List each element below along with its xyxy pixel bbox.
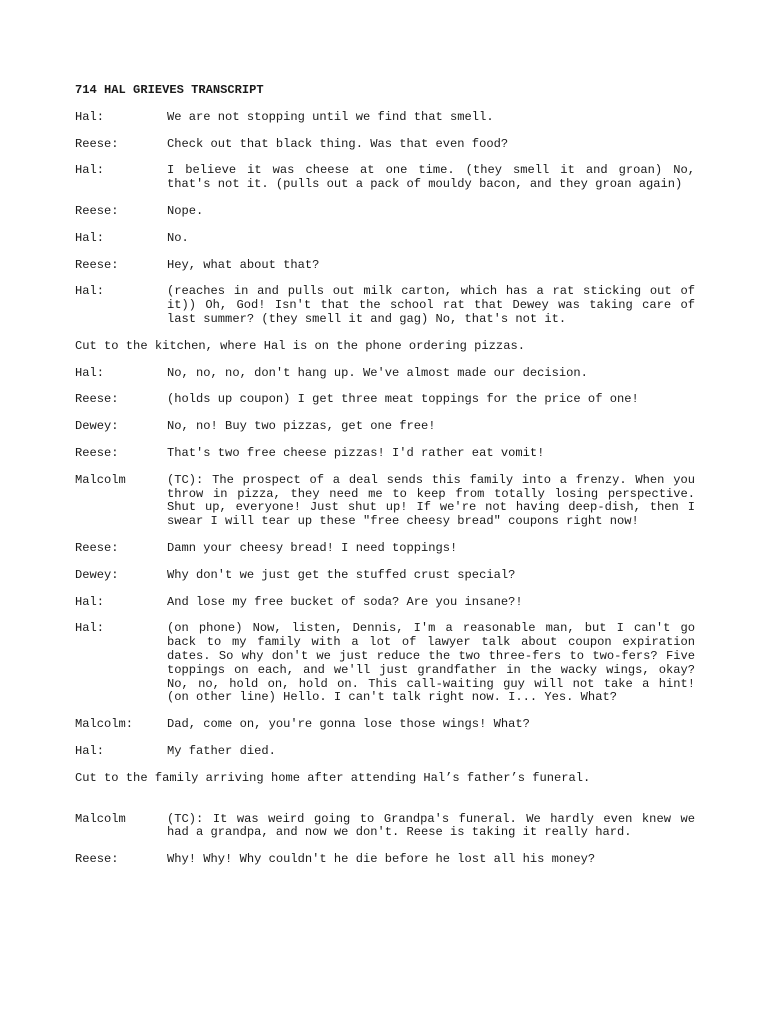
dialogue-entry <box>75 205 695 219</box>
speaker-name: Hal: <box>75 594 105 609</box>
dialogue-text: Dad, come on, you're gonna lose those wings! What? <box>167 717 530 732</box>
speaker-name: Malcolm <box>75 472 126 487</box>
dialogue-text: Hey, what about that? <box>167 257 320 272</box>
speaker-name: Reese: <box>75 203 119 218</box>
dialogue-entry <box>75 542 695 556</box>
dialogue-entry <box>75 285 695 326</box>
dialogue-entry <box>75 367 695 381</box>
dialogue-entry <box>75 164 695 192</box>
dialogue-text: I believe it was cheese at one time. (they smell it and groan) No, that's not it. (pulls out a pack of mouldy bacon, and they groan again) <box>167 163 695 192</box>
dialogue-entry <box>75 474 695 529</box>
dialogue-text: That's two free cheese pizzas! I'd rather eat vomit! <box>167 445 545 460</box>
dialogue-entry <box>75 718 695 732</box>
speaker-name: Reese: <box>75 445 119 460</box>
dialogue-entry <box>75 596 695 610</box>
dialogue-entry <box>75 745 695 759</box>
dialogue-entry <box>75 393 695 407</box>
dialogue-text: My father died. <box>167 743 276 758</box>
speaker-name: Hal: <box>75 109 105 124</box>
speaker-name: Reese: <box>75 257 119 272</box>
dialogue-list <box>75 111 695 867</box>
speaker-name: Reese: <box>75 852 119 867</box>
dialogue-entry <box>75 138 695 152</box>
dialogue-text: Damn your cheesy bread! I need toppings! <box>167 540 458 555</box>
speaker-name: Dewey: <box>75 567 119 582</box>
speaker-name: Reese: <box>75 540 119 555</box>
dialogue-text: No. <box>167 230 189 245</box>
dialogue-text: Why! Why! Why couldn't he die before he lost all his money? <box>167 852 596 867</box>
dialogue-entry <box>75 853 695 867</box>
speaker-name: Hal: <box>75 365 105 380</box>
dialogue-entry <box>75 232 695 246</box>
dialogue-text: No, no, no, don't hang up. We've almost made our decision. <box>167 365 588 380</box>
dialogue-entry <box>75 569 695 583</box>
transcript-page <box>75 84 695 880</box>
dialogue-entry <box>75 111 695 125</box>
speaker-name: Hal: <box>75 163 105 178</box>
speaker-name: Hal: <box>75 743 105 758</box>
dialogue-text: And lose my free bucket of soda? Are you insane?! <box>167 594 523 609</box>
speaker-name: Reese: <box>75 136 119 151</box>
stage-direction: Cut to the family arriving home after attending Hal’s father’s funeral. <box>75 770 591 785</box>
dialogue-text: No, no! Buy two pizzas, get one free! <box>167 419 436 434</box>
speaker-name: Dewey: <box>75 419 119 434</box>
dialogue-text: (holds up coupon) I get three meat toppings for the price of one! <box>167 392 639 407</box>
dialogue-text: (on phone) Now, listen, Dennis, I'm a reasonable man, but I can't go back to my family with a lot of lawyer talk about coupon expiration dates. So why don't we just reduce the two three-fers to two-fers? Five toppings on each, and we'll just grandfather in the wacky wings, okay? No, no, hold on, hold on. This call-waiting guy will not take a hint! (on other line) Hello. I can't talk right now. I... Yes. What? <box>167 621 695 705</box>
dialogue-text: (reaches in and pulls out milk carton, which has a rat sticking out of it)) Oh, God! Isn't that the school rat that Dewey was taking care of last summer? (they smell it and gag) No, that's not it. <box>167 284 695 326</box>
transcript-title: 714 HAL GRIEVES TRANSCRIPT <box>75 83 264 97</box>
spacer <box>75 799 695 813</box>
dialogue-text: Check out that black thing. Was that even food? <box>167 136 509 151</box>
dialogue-text: (TC): The prospect of a deal sends this family into a frenzy. When you throw in pizza, they need me to keep from totally losing perspective. Shut up, everyone! Just shut up! If we're not having deep-dish, then I swear I will tear up these "free cheesy bread" coupons right now! <box>167 472 695 529</box>
speaker-name: Hal: <box>75 621 105 636</box>
speaker-name: Hal: <box>75 284 105 299</box>
dialogue-text: Why don't we just get the stuffed crust special? <box>167 567 516 582</box>
dialogue-entry <box>75 622 695 705</box>
dialogue-text: We are not stopping until we find that smell. <box>167 109 494 124</box>
dialogue-text: (TC): It was weird going to Grandpa's funeral. We hardly even knew we had a grandpa, and now we don't. Reese is taking it really hard. <box>167 811 695 840</box>
dialogue-entry <box>75 259 695 273</box>
dialogue-entry <box>75 420 695 434</box>
speaker-name: Malcolm: <box>75 717 134 732</box>
speaker-name: Hal: <box>75 230 105 245</box>
speaker-name: Reese: <box>75 392 119 407</box>
speaker-name: Malcolm <box>75 811 126 826</box>
dialogue-text: Nope. <box>167 203 204 218</box>
stage-direction: Cut to the kitchen, where Hal is on the phone ordering pizzas. <box>75 338 525 353</box>
dialogue-entry <box>75 813 695 841</box>
dialogue-entry <box>75 447 695 461</box>
